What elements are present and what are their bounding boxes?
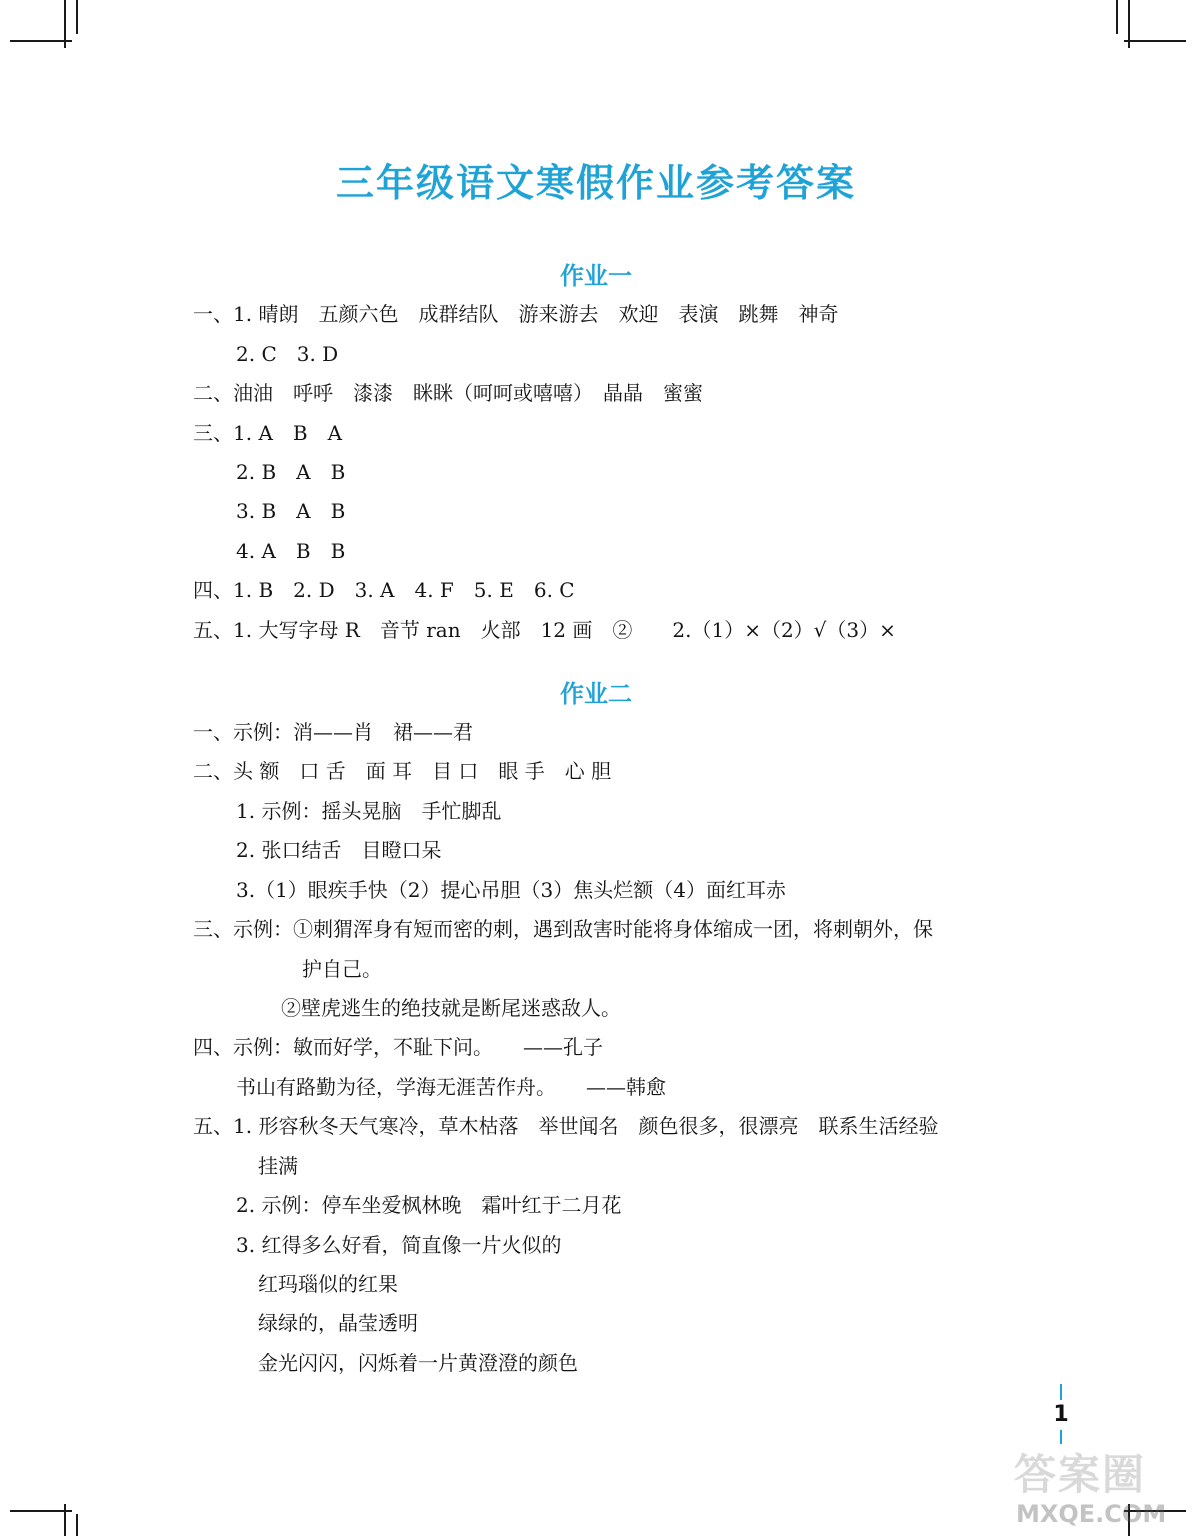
watermark-text: MXQE.COM <box>1016 1500 1167 1528</box>
crop-mark-top-right-v <box>1128 0 1130 48</box>
answer-line: 一、1. 晴朗 五颜六色 成群结队 游来游去 欢迎 表演 跳舞 神奇 <box>193 302 839 326</box>
answer-line: 挂满 <box>258 1154 298 1178</box>
answer-line: 红玛瑙似的红果 <box>258 1272 398 1296</box>
crop-mark-top-left-v <box>64 0 66 48</box>
answer-line: 三、示例：①刺猬浑身有短而密的刺，遇到敌害时能将身体缩成一团，将刺朝外，保 <box>193 917 933 941</box>
answer-line: 绿绿的，晶莹透明 <box>258 1311 418 1335</box>
answer-line: 四、示例：敏而好学，不耻下问。 ——孔子 <box>193 1035 603 1059</box>
crop-mark-bottom-left-v <box>64 1504 66 1536</box>
answer-line: 二、油油 呼呼 漆漆 眯眯（呵呵或嘻嘻） 晶晶 蜜蜜 <box>193 381 703 405</box>
answer-line: 五、1. 形容秋冬天气寒冷，草木枯落 举世闻名 颜色很多，很漂亮 联系生活经验 <box>193 1114 939 1138</box>
crop-mark-bottom-left-h <box>10 1510 72 1512</box>
crop-mark-top-right-v2 <box>1116 0 1118 34</box>
answer-line: 书山有路勤为径，学海无涯苦作舟。 ——韩愈 <box>236 1075 666 1099</box>
answer-line: 1. 示例：摇头晃脑 手忙脚乱 <box>236 799 502 823</box>
crop-mark-top-left-v2 <box>76 0 78 34</box>
page-title: 三年级语文寒假作业参考答案 <box>335 161 856 205</box>
answer-line: 二、头 额 口 舌 面 耳 目 口 眼 手 心 胆 <box>193 759 612 783</box>
answer-line: 2. 示例：停车坐爱枫林晚 霜叶红于二月花 <box>236 1193 622 1217</box>
page-number: 1 <box>1053 1402 1069 1427</box>
answer-line: 3.（1）眼疾手快（2）提心吊胆（3）焦头烂额（4）面红耳赤 <box>236 878 786 902</box>
answer-line: 三、1. A B A <box>193 421 343 445</box>
section-heading-1: 作业一 <box>560 262 632 290</box>
page-number-tick-top <box>1060 1384 1062 1400</box>
answer-line: 一、示例：消——肖 裙——君 <box>193 720 473 744</box>
watermark-logo: 答案圈 <box>1014 1450 1147 1499</box>
answer-line: 2. C 3. D <box>236 342 339 366</box>
answer-line: ②壁虎逃生的绝技就是断尾迷惑敌人。 <box>281 996 621 1020</box>
section-heading-2: 作业二 <box>560 680 632 708</box>
crop-mark-top-right-h <box>1124 40 1186 42</box>
answer-line: 2. B A B <box>236 460 346 484</box>
answer-line: 金光闪闪，闪烁着一片黄澄澄的颜色 <box>258 1351 578 1375</box>
answer-line: 四、1. B 2. D 3. A 4. F 5. E 6. C <box>193 578 575 602</box>
answer-line: 4. A B B <box>236 539 346 563</box>
crop-mark-bottom-left-v2 <box>76 1514 78 1536</box>
answer-line: 2. 张口结舌 目瞪口呆 <box>236 838 442 862</box>
answer-line: 3. 红得多么好看，简直像一片火似的 <box>236 1233 562 1257</box>
answer-line: 3. B A B <box>236 499 346 523</box>
answer-line: 五、1. 大写字母 R 音节 ran 火部 12 画 ② 2.（1）×（2）√（3）× <box>193 618 896 642</box>
crop-mark-top-left-h <box>10 40 72 42</box>
answer-line: 护自己。 <box>302 957 382 981</box>
